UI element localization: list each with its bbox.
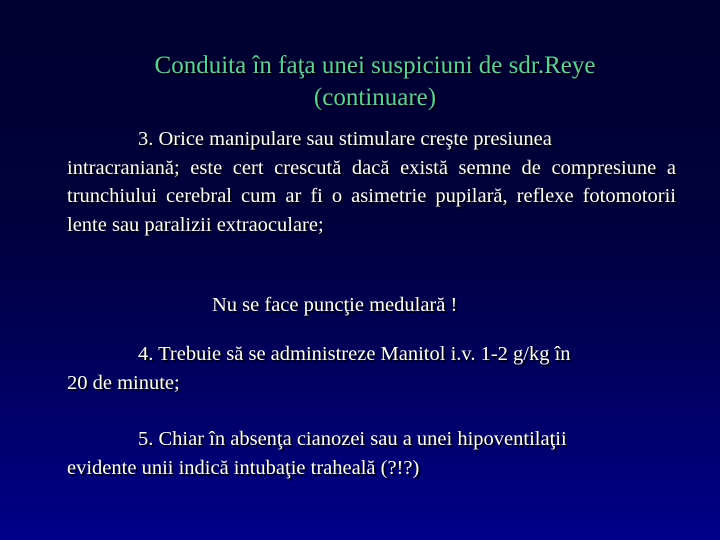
slide-title xyxy=(0,50,720,114)
paragraph-4 xyxy=(67,340,676,397)
title-line-2: (continuare) xyxy=(313,84,437,111)
paragraph-4-line-1: 4. Trebuie să se administreze Manitol i.v. 1-2 g/kg în xyxy=(138,343,571,365)
paragraph-4-line-2: 20 de minute; xyxy=(67,371,180,394)
paragraph-5-line-2: evidente unii indică intubaţie traheală (?!?) xyxy=(67,456,420,479)
title-line-1: Conduita în faţa unei suspiciuni de sdr.Reye xyxy=(154,52,596,79)
paragraph-5 xyxy=(67,425,676,482)
paragraph-3-first-line: 3. Orice manipulare sau stimulare creşte presiunea xyxy=(138,128,552,150)
paragraph-3-body: intracraniană; este cert crescută dacă există semne de compresiune a trunchiului cerebral cum ar fi o asimetrie pupilară, reflexe fotomotorii lente sau paralizii extraoculare; xyxy=(67,156,676,236)
paragraph-5-line-1: 5. Chiar în absenţa cianozei sau a unei hipoventilaţii xyxy=(138,428,567,450)
lumbar-puncture-warning: Nu se face puncţie medulară ! xyxy=(212,294,458,316)
paragraph-3 xyxy=(67,125,676,239)
